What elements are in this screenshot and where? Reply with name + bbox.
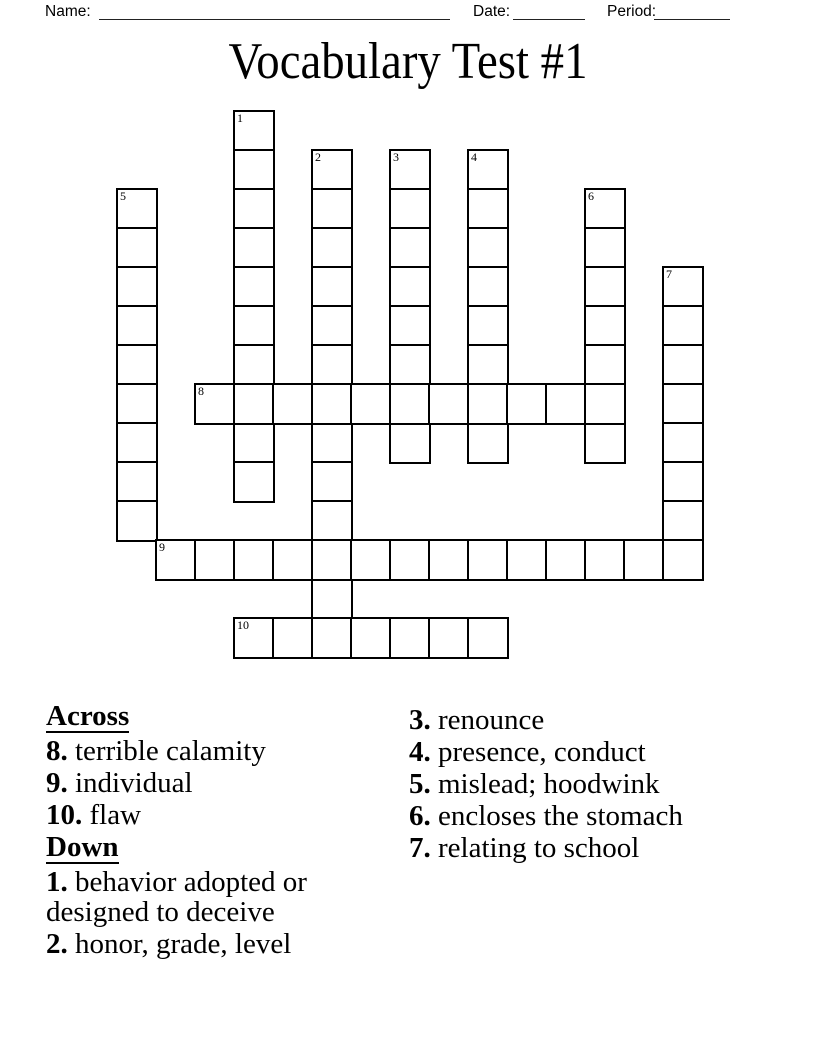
grid-cell[interactable] [545, 383, 587, 425]
clue-number: 6. [409, 800, 431, 832]
grid-cell[interactable] [311, 500, 353, 542]
grid-cell[interactable] [662, 500, 704, 542]
grid-cell[interactable] [194, 539, 236, 581]
grid-cell[interactable] [311, 422, 353, 464]
clue-item [46, 800, 376, 830]
period-label: Period: [607, 3, 657, 20]
grid-cell[interactable] [389, 383, 431, 425]
grid-cell[interactable] [467, 383, 509, 425]
grid-cell[interactable] [467, 422, 509, 464]
grid-cell[interactable] [467, 188, 509, 230]
grid-cell[interactable] [233, 266, 275, 308]
clue-item [409, 769, 774, 799]
grid-cell[interactable] [116, 500, 158, 542]
clue-number: 3. [409, 704, 431, 736]
grid-cell[interactable] [116, 227, 158, 269]
grid-cell[interactable] [311, 227, 353, 269]
clue-text: individual [67, 767, 193, 799]
clues-right-column [409, 705, 774, 865]
grid-cell[interactable] [311, 539, 353, 581]
cell-number: 2 [315, 150, 321, 164]
grid-cell[interactable] [233, 188, 275, 230]
grid-cell[interactable] [350, 617, 392, 659]
grid-cell[interactable] [584, 539, 626, 581]
down-heading [46, 832, 376, 864]
grid-cell[interactable] [311, 617, 353, 659]
cell-number: 10 [237, 618, 249, 632]
grid-cell[interactable] [233, 110, 275, 152]
grid-cell[interactable] [233, 539, 275, 581]
clue-number: 8. [46, 735, 68, 767]
clue-item [409, 737, 774, 767]
grid-cell[interactable] [662, 305, 704, 347]
grid-cell[interactable] [389, 344, 431, 386]
cell-number: 7 [666, 267, 672, 281]
grid-cell[interactable] [350, 539, 392, 581]
grid-cell[interactable] [233, 422, 275, 464]
grid-cell[interactable] [311, 305, 353, 347]
grid-cell[interactable] [389, 617, 431, 659]
grid-cell[interactable] [311, 188, 353, 230]
grid-cell[interactable] [389, 149, 431, 191]
cell-number: 3 [393, 150, 399, 164]
grid-cell[interactable] [389, 266, 431, 308]
clue-number: 5. [409, 768, 431, 800]
grid-cell[interactable] [116, 305, 158, 347]
grid-cell[interactable] [233, 344, 275, 386]
grid-cell[interactable] [545, 539, 587, 581]
grid-cell[interactable] [467, 149, 509, 191]
grid-cell[interactable] [233, 461, 275, 503]
grid-cell[interactable] [662, 539, 704, 581]
clue-text: presence, conduct [430, 736, 646, 768]
grid-cell[interactable] [116, 344, 158, 386]
cell-number: 5 [120, 189, 126, 203]
grid-cell[interactable] [428, 383, 470, 425]
cell-number: 6 [588, 189, 594, 203]
grid-cell[interactable] [467, 539, 509, 581]
grid-cell[interactable] [116, 461, 158, 503]
clue-text: honor, grade, level [67, 928, 292, 960]
grid-cell[interactable] [233, 149, 275, 191]
clue-number: 4. [409, 736, 431, 768]
grid-cell[interactable] [116, 188, 158, 230]
clue-text: terrible calamity [67, 735, 266, 767]
cell-number: 9 [159, 540, 165, 554]
clue-text: renounce [430, 704, 545, 736]
grid-cell[interactable] [389, 305, 431, 347]
clue-text: flaw [82, 799, 142, 831]
grid-cell[interactable] [311, 461, 353, 503]
heading-text: Across [46, 700, 130, 732]
grid-cell[interactable] [350, 383, 392, 425]
clue-item [409, 705, 774, 735]
grid-cell[interactable] [584, 188, 626, 230]
grid-cell[interactable] [116, 266, 158, 308]
grid-cell[interactable] [467, 266, 509, 308]
grid-cell[interactable] [272, 617, 314, 659]
grid-cell[interactable] [584, 305, 626, 347]
grid-cell[interactable] [467, 617, 509, 659]
grid-cell[interactable] [311, 344, 353, 386]
grid-cell[interactable] [662, 461, 704, 503]
grid-cell[interactable] [116, 383, 158, 425]
clue-number: 7. [409, 832, 431, 864]
grid-cell[interactable] [662, 344, 704, 386]
clue-number: 1. [46, 866, 68, 898]
grid-cell[interactable] [506, 383, 548, 425]
grid-cell[interactable] [623, 539, 665, 581]
cell-number: 8 [198, 384, 204, 398]
grid-cell[interactable] [467, 305, 509, 347]
across-heading [46, 701, 376, 733]
grid-cell[interactable] [662, 422, 704, 464]
grid-cell[interactable] [233, 305, 275, 347]
grid-cell[interactable] [311, 578, 353, 620]
grid-cell[interactable] [389, 188, 431, 230]
cell-number: 1 [237, 111, 243, 125]
grid-cell[interactable] [389, 227, 431, 269]
clue-number: 10. [46, 799, 83, 831]
grid-cell[interactable] [272, 539, 314, 581]
clue-item [46, 768, 376, 798]
grid-cell[interactable] [233, 617, 275, 659]
grid-cell[interactable] [584, 266, 626, 308]
grid-cell[interactable] [584, 227, 626, 269]
grid-cell[interactable] [233, 227, 275, 269]
cell-number: 4 [471, 150, 477, 164]
grid-cell[interactable] [233, 383, 275, 425]
grid-cell[interactable] [389, 539, 431, 581]
clue-text: behavior adopted or designed to deceive [46, 866, 307, 928]
clue-text: encloses the stomach [430, 800, 683, 832]
date-label: Date: [473, 3, 511, 20]
name-label: Name: [45, 3, 91, 20]
heading-text: Down [46, 831, 119, 863]
grid-cell[interactable] [467, 227, 509, 269]
grid-cell[interactable] [116, 422, 158, 464]
grid-cell[interactable] [194, 383, 236, 425]
clue-item [409, 801, 774, 831]
clue-number: 2. [46, 928, 68, 960]
grid-cell[interactable] [662, 266, 704, 308]
clue-item [46, 929, 376, 959]
grid-cell[interactable] [506, 539, 548, 581]
clue-item [409, 833, 774, 863]
clue-text: mislead; hoodwink [430, 768, 660, 800]
page-title: Vocabulary Test #1 [228, 33, 588, 90]
grid-cell[interactable] [584, 383, 626, 425]
grid-cell[interactable] [311, 266, 353, 308]
clues-left-column [46, 701, 376, 961]
grid-cell[interactable] [311, 149, 353, 191]
grid-cell[interactable] [584, 344, 626, 386]
grid-cell[interactable] [584, 422, 626, 464]
grid-cell[interactable] [272, 383, 314, 425]
clue-text: relating to school [430, 832, 640, 864]
grid-cell[interactable] [467, 344, 509, 386]
grid-cell[interactable] [428, 539, 470, 581]
clue-item [46, 867, 376, 927]
grid-cell[interactable] [155, 539, 197, 581]
grid-cell[interactable] [662, 383, 704, 425]
grid-cell[interactable] [389, 422, 431, 464]
grid-cell[interactable] [428, 617, 470, 659]
clue-item [46, 736, 376, 766]
clue-number: 9. [46, 767, 68, 799]
grid-cell[interactable] [311, 383, 353, 425]
